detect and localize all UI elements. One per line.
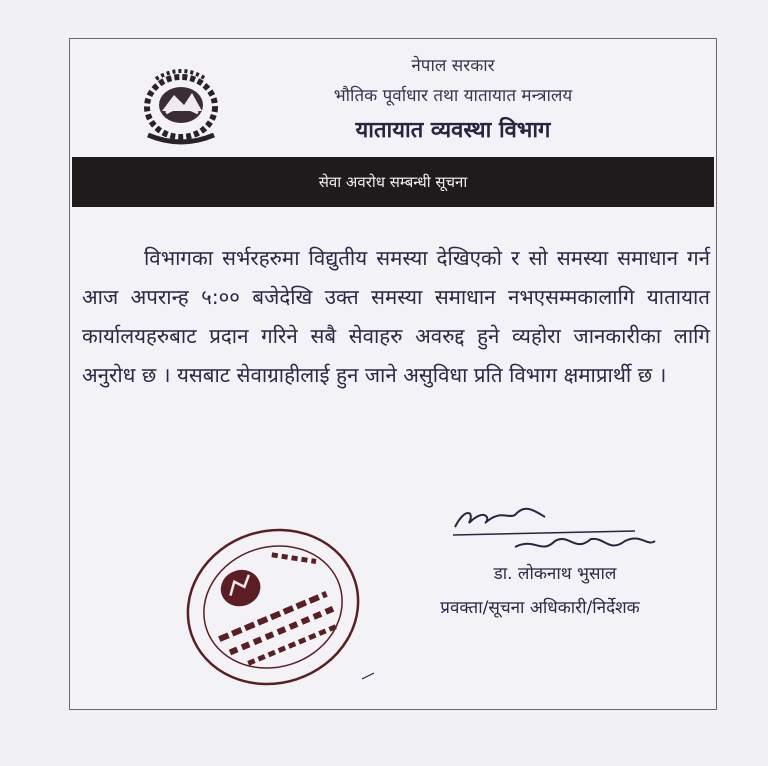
notice-title: सेवा अवरोध सम्बन्धी सूचना <box>318 173 468 191</box>
notice-title-band <box>72 157 714 207</box>
signatory-designation: प्रवक्ता/सूचना अधिकारी/निर्देशक <box>440 598 640 618</box>
header-department: यातायात व्यवस्था विभाग <box>355 118 551 143</box>
pen-mark <box>360 671 378 681</box>
notice-body: विभागका सर्भरहरुमा विद्युतीय समस्या देखिएको र सो समस्या समाधान गर्न आज अपरान्ह ५:०० बजेदेखि उक्त समस्या समाधान नभएसम्मकालागि यातायात कार्यालयहरुबाट प्रदान गरिने सबै सेवाहरु अवरुद्द हुने व्यहोरा जानकारीका लागि अनुरोध छ । यसबाट सेवाग्राहीलाई हुन जाने असुविधा प्रति विभाग क्षमाप्रार्थी छ । <box>82 246 710 387</box>
department-seal-stamp <box>178 517 368 697</box>
handwritten-signature <box>445 497 675 567</box>
header-government: नेपाल सरकार <box>411 56 495 76</box>
signatory-name: डा. लोकनाथ भुसाल <box>493 564 617 584</box>
notice-frame <box>69 38 717 710</box>
header-ministry: भौतिक पूर्वाधार तथा यातायात मन्त्रालय <box>333 86 573 106</box>
